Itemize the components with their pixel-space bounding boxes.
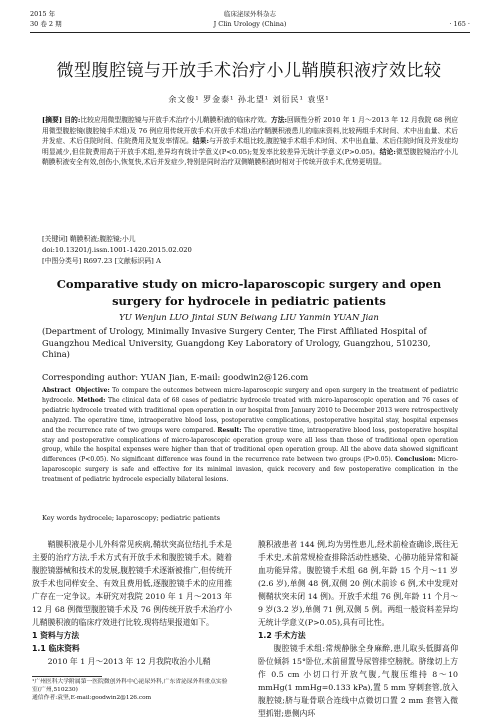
intro-paragraph: 鞘膜积液是小儿外科常见疾病,鞘状突高位结扎手术是主要的治疗方法,手术方式有开放手术和腹腔镜手术。随着腹腔镜器械和技术的发展,腹腔镜手术逐渐被推广,但传统开放手术也同样安全、有效且费用低,逐腹腔镜手术的应用推广存在一定争议。本研究对我院 2010 年 1 月～2013 年 12 月 68 例微型腹腔镜手术及 76 例传统开放手术治疗小儿鞘膜积液的临床疗效进行比较,现将结果报道如下。 — [32, 540, 232, 627]
conclusion-cn: 微型腹腔镜治疗小儿鞘膜积液安全有效,创伤小,恢复快,术后并发症少,特别是同时治疗双侧鞘膜积液时相对于传统开放手术,优势更明显。 — [42, 147, 458, 167]
header-journal-cn: 临床泌尿外科杂志 — [224, 10, 276, 18]
affiliation-en: (Department of Urology, Minimally Invasive Surgery Center, The First Affiliated Hospital of Guangzhou Medical University, Guangdong Key Laboratory of Urology, Guangzhou, 510230, China) — [42, 326, 431, 359]
footnote: ¹广州医科大学附属第一医院微创外科中心泌尿外科,广东省泌尿外科重点实验室(广州,510230) 通信作者:袁坚,E-mail:goodwin2@126.com — [32, 679, 228, 701]
paragraph-1-1: 2010 年 1 月～2013 年 12 月我院收治小儿鞘 — [47, 657, 211, 666]
body-column-left — [32, 538, 232, 668]
abstract-cn — [42, 115, 458, 168]
method-label-en: Method: — [76, 396, 106, 404]
header-journal-en: J Clin Urology (China) — [213, 20, 287, 28]
result-cn: 与开放手术组比较,腹腔镜手术组手术时间、术中出血量、术后住院时间及并发症均明显减少,但住院费用高于开放手术组,差异均有统计学意义(P<0.05);复发率比较差异无统计学意义(P>0.05)。 — [42, 137, 458, 156]
paragraph-continued: 膜积液患者 144 例,均为男性患儿,经术前检查确诊,既往无手术史,术前常规检查排除活动性感染、心肺功能异常和凝血功能异常。腹腔镜手术组 68 例,年龄 15 个月～11 岁(2.6 岁),单侧 48 例,双侧 20 例(术前诊 6 例,术中发现对侧鞘状突未闭 14 例)。开放手术组 76 例,年龄 11 个月～9 岁(3.2 岁),单侧 71 例,双侧 5 例。两组一般资料差异均无统计学意义(P>0.05),具有可比性。 — [258, 540, 458, 627]
header-year: 2015 年 — [30, 10, 56, 18]
paragraph-1-2: 腹腔镜手术组:常规静脉全身麻醉,患儿取头低脚高仰卧位倾斜 15°卧位,术前留置导尿管排空膀胱。脐缘切上方作 0.5 cm 小切口行开放气腹,气腹压维持 8～10 mmHg(1 mmHg=0.133 kPa),置 5 mm 穿刺套管,放入腹腔镜;脐与耻骨联合连线中点微切口置 2 mm 套管入微型抓钳;患侧内环 — [258, 644, 458, 718]
objective-label-cn: 目的: — [64, 116, 81, 124]
method-label-cn: 方法: — [270, 116, 288, 124]
abstract-en — [42, 386, 458, 485]
result-en: The operative time, intraoperative blood loss, postoperative hospital stay and postoperative complications of micro-laparoscopic operation group were all less than those of traditional open operation group, while the hospital expenses were higher than that of traditional open operation group. All the above data showed significant differences (P<0.05). No significant difference was found in the recurrence rate between two groups (P>0.05). — [42, 426, 459, 464]
abstract-cn-label: [摘要] — [42, 116, 63, 124]
conclusion-label-cn: 结论: — [379, 147, 396, 156]
section-heading-1: 1 资料与方法 — [32, 631, 80, 640]
objective-label-en: Objective: — [75, 387, 110, 394]
keywords-en: Key words hydrocele; laparoscopy; pediatric patients — [42, 514, 220, 522]
corresponding-author: Corresponding author: YUAN Jian, E-mail: goodwin2@126.com — [42, 372, 309, 382]
classification: [中图分类号] R697.23 [文献标识码] A — [42, 257, 161, 265]
header-rule — [30, 32, 470, 33]
body-column-right — [258, 538, 458, 720]
objective-cn: 比较应用微型腹腔镜与开放手术治疗小儿鞘膜积液的临床疗效。 — [80, 116, 271, 124]
conclusion-en: Micro-laparoscopic surgery is safe and effective for its minimal invasion, quick recovery and few postoperative complication in the treatment of pediatric hydrocele especially bilateral lesions. — [42, 456, 459, 484]
conclusion-label-en: Conclusion: — [395, 456, 436, 464]
section-heading-1-2: 1.2 手术方法 — [258, 631, 306, 640]
header-issue: 30 卷 2 期 — [30, 20, 62, 28]
method-cn: 回顾性分析 2010 年 1 月～2013 年 12 月我院 68 例应用微型腹腔镜(腹腔镜手术组)及 76 例应用传统开放手术(开放手术组)治疗鞘膜积液患儿的临床资料,比较两组手术时间、术中出血量、术后并发症、术后住院时间、住院费用及复发率情况。 — [42, 116, 459, 146]
header-page-number: · 165 · — [449, 20, 470, 28]
abstract-en-label: Abstract — [42, 387, 71, 394]
method-en: The clinical data of 68 cases of pediatric hydrocele treated with micro-laparoscopic operation and 76 cases of pediatric hydrocele treated with traditional open operation in our hospital from January 2010 to December 2013 were retrospectively analyzed. The operative time, intraoperative blood loss, postoperative complications, postoperative hospital stay, hospital expenses and the recurrence rate of two groups were compared. — [42, 396, 458, 434]
objective-en: To compare the outcomes between micro-laparoscopic surgery and open surgery in the treatment of pediatric hydrocele. — [42, 387, 459, 404]
authors-en: YU Wenjun LUO Jintai SUN Beiwang LIU Yanmin YUAN Jian — [119, 313, 379, 323]
keywords-cn: [关键词] 鞘膜积液;腹腔镜;小儿 — [42, 235, 136, 243]
result-label-cn: 结果: — [192, 137, 210, 146]
footnote-rule — [32, 676, 102, 677]
title-en: Comparative study on micro-laparoscopic surgery and open surgery for hydrocele in pediatric patients — [56, 277, 442, 308]
doi: doi:10.13201/j.issn.1001-1420.2015.02.020 — [42, 246, 192, 254]
section-heading-1-1: 1.1 临床资料 — [32, 644, 80, 653]
title-cn: 微型腹腔镜与开放手术治疗小儿鞘膜积液疗效比较 — [56, 61, 442, 81]
result-label-en: Result: — [217, 426, 242, 434]
authors-cn: 余文俊¹ 罗金泰¹ 孙北望¹ 刘衍民¹ 袁坚¹ — [168, 95, 330, 104]
